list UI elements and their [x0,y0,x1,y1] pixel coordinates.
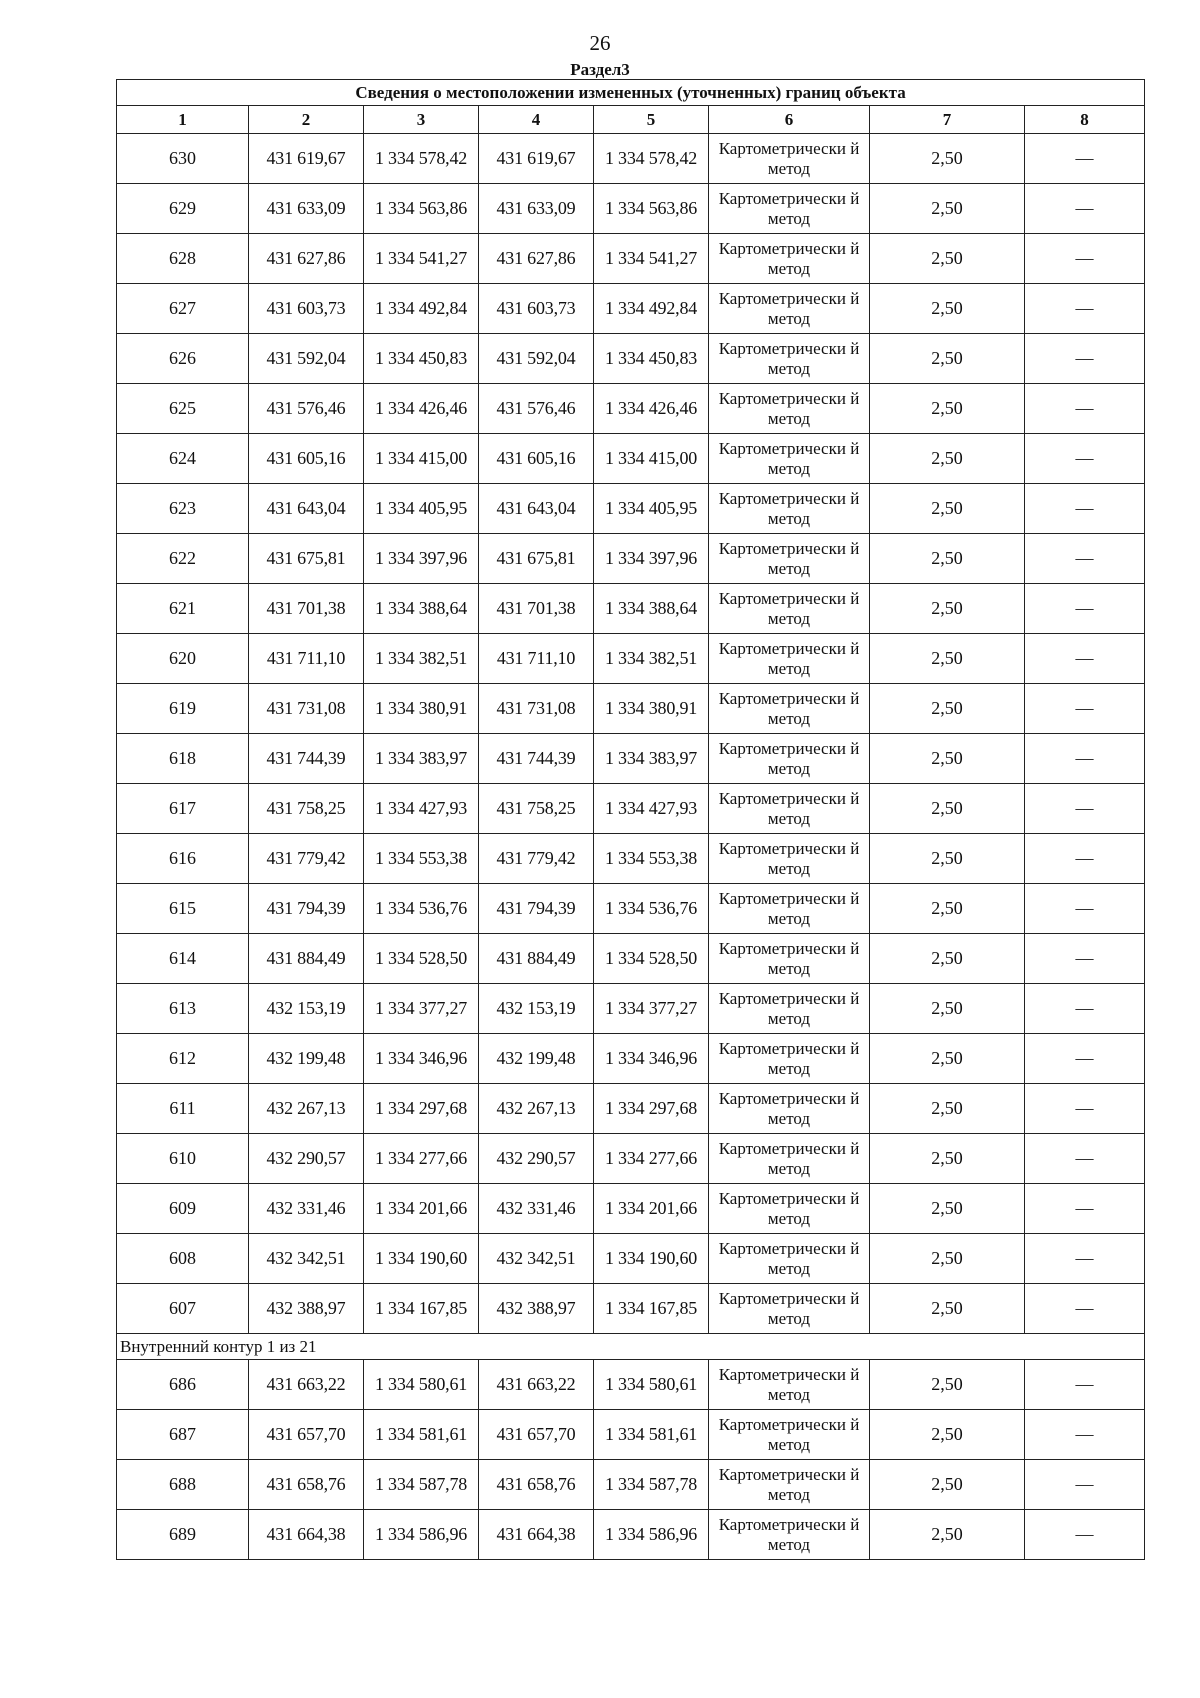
table-cell: — [1025,1134,1145,1184]
method-text: Картометрически й метод [718,738,860,778]
table-cell: 431 603,73 [249,284,364,334]
table-cell: 1 334 581,61 [594,1410,709,1460]
table-row [117,484,1145,534]
table-cell: 1 334 427,93 [594,784,709,834]
method-text: Картометрически й метод [718,688,860,728]
table-cell: 2,50 [870,484,1025,534]
table-cell: 618 [117,734,249,784]
table-cell: 1 334 587,78 [364,1460,479,1510]
table-cell: 2,50 [870,534,1025,584]
table-cell: 629 [117,184,249,234]
table-cell: — [1025,1184,1145,1234]
method-text: Картометрически й метод [718,438,860,478]
table-cell: 1 334 586,96 [594,1510,709,1560]
table-cell: 1 334 346,96 [364,1034,479,1084]
table-cell: 431 675,81 [479,534,594,584]
table-cell: 1 334 405,95 [594,484,709,534]
contour-label: Внутренний контур 1 из 21 [117,1334,1145,1360]
method-text: Картометрически й метод [718,638,860,678]
table-cell: 620 [117,634,249,684]
table-cell: 1 334 377,27 [594,984,709,1034]
table-cell: 609 [117,1184,249,1234]
table-cell: 1 334 397,96 [594,534,709,584]
table-cell: 431 633,09 [249,184,364,234]
table-cell: 431 658,76 [479,1460,594,1510]
section-title: Раздел3 [570,60,630,79]
column-header: 5 [594,106,709,134]
table-cell: 625 [117,384,249,434]
method-text: Картометрически й метод [718,1188,860,1228]
table-cell: 1 334 380,91 [364,684,479,734]
table-cell: — [1025,1034,1145,1084]
table-cell: 1 334 492,84 [594,284,709,334]
table-cell: 616 [117,834,249,884]
table-row [117,784,1145,834]
table-cell: 431 605,16 [479,434,594,484]
table-cell: 1 334 397,96 [364,534,479,584]
table-cell: 2,50 [870,1360,1025,1410]
table-cell: — [1025,234,1145,284]
method-text: Картометрически й метод [718,338,860,378]
table-cell: 431 576,46 [479,384,594,434]
table-cell: 1 334 580,61 [364,1360,479,1410]
table-cell: 1 334 578,42 [594,134,709,184]
table-cell: — [1025,984,1145,1034]
table-cell: 619 [117,684,249,734]
table-cell: 432 388,97 [479,1284,594,1334]
page-number: 26 [589,31,611,55]
table-cell: 2,50 [870,184,1025,234]
table-cell: 621 [117,584,249,634]
table-cell: 431 731,08 [249,684,364,734]
table-cell: 1 334 167,85 [594,1284,709,1334]
table-cell: — [1025,284,1145,334]
table-cell: — [1025,834,1145,884]
table-cell [709,1084,870,1134]
table-cell: 1 334 388,64 [364,584,479,634]
table-cell: 1 334 382,51 [364,634,479,684]
table-cell: 431 794,39 [249,884,364,934]
table-cell: 1 334 427,93 [364,784,479,834]
table-cell: 431 794,39 [479,884,594,934]
method-text: Картометрически й метод [718,588,860,628]
method-text: Картометрически й метод [718,1414,860,1454]
table-cell: 1 334 382,51 [594,634,709,684]
table-cell [709,384,870,434]
table-cell: — [1025,1234,1145,1284]
table-cell [709,734,870,784]
table-cell: — [1025,1510,1145,1560]
table-cell [709,1360,870,1410]
table-cell: 1 334 415,00 [594,434,709,484]
table-cell: 2,50 [870,234,1025,284]
table-cell: 2,50 [870,1460,1025,1510]
table-cell [709,834,870,884]
table-cell [709,134,870,184]
table-cell: 1 334 388,64 [594,584,709,634]
table-cell [709,684,870,734]
column-header: 1 [117,106,249,134]
table-row [117,1360,1145,1410]
table-cell: 431 744,39 [479,734,594,784]
table-cell [709,184,870,234]
table-cell: 431 664,38 [479,1510,594,1560]
table-cell: 431 758,25 [249,784,364,834]
table-cell: 2,50 [870,734,1025,784]
table-cell [709,1510,870,1560]
table-cell: 1 334 450,83 [594,334,709,384]
table-cell: 2,50 [870,284,1025,334]
table-cell: 432 331,46 [249,1184,364,1234]
table-cell: 1 334 415,00 [364,434,479,484]
table-cell: 1 334 587,78 [594,1460,709,1510]
method-text: Картометрически й метод [718,888,860,928]
method-text: Картометрически й метод [718,388,860,428]
table-row [117,184,1145,234]
method-text: Картометрически й метод [718,188,860,228]
table-cell: 2,50 [870,1034,1025,1084]
table-cell: 2,50 [870,384,1025,434]
table-cell: 1 334 426,46 [364,384,479,434]
table-row [117,134,1145,184]
table-cell: 1 334 578,42 [364,134,479,184]
table-cell: 2,50 [870,134,1025,184]
table-cell: 1 334 167,85 [364,1284,479,1334]
table-cell [709,434,870,484]
table-cell: 1 334 383,97 [594,734,709,784]
table-cell: 1 334 377,27 [364,984,479,1034]
table-cell: 1 334 563,86 [364,184,479,234]
table-cell: — [1025,334,1145,384]
table-cell: 431 658,76 [249,1460,364,1510]
table-cell: — [1025,1360,1145,1410]
table-row [117,334,1145,384]
table-cell: 432 331,46 [479,1184,594,1234]
table-cell [709,1034,870,1084]
table-cell: 1 334 383,97 [364,734,479,784]
table-cell: 431 701,38 [479,584,594,634]
table-row [117,884,1145,934]
table-cell: 432 199,48 [249,1034,364,1084]
table-cell: 624 [117,434,249,484]
table-row [117,1184,1145,1234]
table-header-row [117,106,1145,134]
table-cell: 1 334 297,68 [364,1084,479,1134]
table-cell: — [1025,884,1145,934]
table-cell: 431 779,42 [479,834,594,884]
table-cell: 610 [117,1134,249,1184]
table-cell: 1 334 277,66 [594,1134,709,1184]
table-cell: 432 199,48 [479,1034,594,1084]
column-header: 8 [1025,106,1145,134]
table-cell: 1 334 492,84 [364,284,479,334]
column-header: 6 [709,106,870,134]
table-cell: 1 334 405,95 [364,484,479,534]
table-cell: 689 [117,1510,249,1560]
table-cell: 432 267,13 [479,1084,594,1134]
table-row [117,1410,1145,1460]
table-cell: 1 334 297,68 [594,1084,709,1134]
table-cell: 431 664,38 [249,1510,364,1560]
table-cell: 1 334 528,50 [594,934,709,984]
table-cell: 2,50 [870,1234,1025,1284]
table-cell: 1 334 553,38 [594,834,709,884]
table-cell: — [1025,484,1145,534]
table-cell: 617 [117,784,249,834]
table-row [117,1510,1145,1560]
table-cell: — [1025,734,1145,784]
method-text: Картометрически й метод [718,138,860,178]
table-cell: 688 [117,1460,249,1510]
table-cell: — [1025,1084,1145,1134]
table-cell: 431 619,67 [249,134,364,184]
table-cell: 612 [117,1034,249,1084]
table-cell: — [1025,1410,1145,1460]
table-cell: 431 592,04 [249,334,364,384]
table-cell: 432 342,51 [479,1234,594,1284]
table-cell: 432 290,57 [479,1134,594,1184]
table-cell: 2,50 [870,1184,1025,1234]
table-cell: 431 627,86 [479,234,594,284]
method-text: Картометрически й метод [718,1288,860,1328]
method-text: Картометрически й метод [718,788,860,828]
table-cell: 1 334 586,96 [364,1510,479,1560]
table-cell: 1 334 528,50 [364,934,479,984]
table-row [117,1234,1145,1284]
table-cell: — [1025,184,1145,234]
table-cell: 1 334 380,91 [594,684,709,734]
table-cell [709,1134,870,1184]
method-text: Картометрически й метод [718,1038,860,1078]
table-cell [709,1234,870,1284]
table-cell: 1 334 190,60 [594,1234,709,1284]
table-row [117,1460,1145,1510]
table-cell: — [1025,934,1145,984]
table-cell: 2,50 [870,1084,1025,1134]
table-cell: 613 [117,984,249,1034]
contour-label-row [117,1334,1145,1360]
method-text: Картометрически й метод [718,838,860,878]
table-cell: 431 711,10 [479,634,594,684]
method-text: Картометрически й метод [718,488,860,528]
boundary-coordinates-table [116,79,1145,1560]
table-cell [709,534,870,584]
table-cell: 432 153,19 [479,984,594,1034]
table-cell [709,1284,870,1334]
table-cell: 622 [117,534,249,584]
table-cell [709,784,870,834]
table-cell: 1 334 541,27 [364,234,479,284]
table-cell: 2,50 [870,784,1025,834]
table-cell: 431 657,70 [479,1410,594,1460]
table-cell: 630 [117,134,249,184]
table-row [117,534,1145,584]
table-cell: 432 388,97 [249,1284,364,1334]
table-cell [709,884,870,934]
table-row [117,284,1145,334]
table-cell: 1 334 277,66 [364,1134,479,1184]
table-caption: Сведения о местоположении измененных (уточненных) границ объекта [117,80,1145,106]
table-cell: 2,50 [870,334,1025,384]
table-cell: 432 153,19 [249,984,364,1034]
table-cell: 2,50 [870,884,1025,934]
table-row [117,834,1145,884]
table-cell: 2,50 [870,584,1025,634]
table-cell: 2,50 [870,1410,1025,1460]
table-cell [709,1410,870,1460]
method-text: Картометрически й метод [718,288,860,328]
table-cell [709,284,870,334]
table-cell: 2,50 [870,1284,1025,1334]
column-header: 2 [249,106,364,134]
table-cell: 432 342,51 [249,1234,364,1284]
table-row [117,234,1145,284]
table-cell: 2,50 [870,634,1025,684]
table-cell: — [1025,634,1145,684]
table-cell: 2,50 [870,1134,1025,1184]
table-cell: 2,50 [870,434,1025,484]
table-row [117,1284,1145,1334]
table-cell: 432 290,57 [249,1134,364,1184]
table-cell: — [1025,134,1145,184]
table-cell: 1 334 426,46 [594,384,709,434]
table-cell: 614 [117,934,249,984]
table-cell: 431 663,22 [249,1360,364,1410]
table-cell: 431 884,49 [249,934,364,984]
table-cell: 2,50 [870,934,1025,984]
table-cell [709,1460,870,1510]
table-cell: 431 643,04 [249,484,364,534]
table-cell: 608 [117,1234,249,1284]
method-text: Картометрически й метод [718,1464,860,1504]
table-cell: — [1025,584,1145,634]
method-text: Картометрически й метод [718,938,860,978]
table-cell: 611 [117,1084,249,1134]
table-cell [709,934,870,984]
table-cell: 615 [117,884,249,934]
method-text: Картометрически й метод [718,1088,860,1128]
table-cell [709,584,870,634]
table-cell: 1 334 536,76 [594,884,709,934]
table-cell: 431 619,67 [479,134,594,184]
table-cell: 1 334 581,61 [364,1410,479,1460]
table-cell: 686 [117,1360,249,1410]
method-text: Картометрически й метод [718,238,860,278]
table-cell: 2,50 [870,984,1025,1034]
method-text: Картометрически й метод [718,538,860,578]
method-text: Картометрически й метод [718,1238,860,1278]
table-cell: 1 334 553,38 [364,834,479,884]
method-text: Картометрически й метод [718,1364,860,1404]
table-cell: 607 [117,1284,249,1334]
table-cell: 1 334 201,66 [364,1184,479,1234]
table-row [117,434,1145,484]
table-cell: 431 663,22 [479,1360,594,1410]
table-cell: 431 711,10 [249,634,364,684]
table-cell [709,334,870,384]
column-header: 7 [870,106,1025,134]
table-row [117,734,1145,784]
table-cell: 2,50 [870,834,1025,884]
table-cell: 431 701,38 [249,584,364,634]
table-cell: 623 [117,484,249,534]
table-cell: 687 [117,1410,249,1460]
table-cell [709,234,870,284]
table-cell: 431 744,39 [249,734,364,784]
table-cell: 431 758,25 [479,784,594,834]
table-cell: 627 [117,284,249,334]
table-cell: 431 657,70 [249,1410,364,1460]
table-cell: 1 334 580,61 [594,1360,709,1410]
table-row [117,384,1145,434]
table-cell [709,634,870,684]
table-cell: 431 603,73 [479,284,594,334]
table-cell: 1 334 201,66 [594,1184,709,1234]
table-cell: 431 884,49 [479,934,594,984]
table-cell: 1 334 541,27 [594,234,709,284]
method-text: Картометрически й метод [718,1514,860,1554]
table-row [117,634,1145,684]
table-cell: — [1025,384,1145,434]
table-cell [709,1184,870,1234]
table-cell: — [1025,1460,1145,1510]
table-cell [709,984,870,1034]
table-cell: 431 592,04 [479,334,594,384]
table-cell: 431 605,16 [249,434,364,484]
table-row [117,984,1145,1034]
table-row [117,1034,1145,1084]
table-cell: 431 643,04 [479,484,594,534]
table-cell: 431 576,46 [249,384,364,434]
table-cell: — [1025,434,1145,484]
table-row [117,1084,1145,1134]
table-cell: — [1025,784,1145,834]
table-cell: 628 [117,234,249,284]
column-header: 4 [479,106,594,134]
table-cell [709,484,870,534]
method-text: Картометрически й метод [718,1138,860,1178]
table-cell: 1 334 190,60 [364,1234,479,1284]
table-cell: 432 267,13 [249,1084,364,1134]
column-header: 3 [364,106,479,134]
table-cell: 2,50 [870,684,1025,734]
table-cell: 2,50 [870,1510,1025,1560]
table-row [117,684,1145,734]
table-cell: — [1025,684,1145,734]
table-cell: 1 334 450,83 [364,334,479,384]
table-cell: 431 731,08 [479,684,594,734]
table-cell: 1 334 563,86 [594,184,709,234]
table-row [117,1134,1145,1184]
method-text: Картометрически й метод [718,988,860,1028]
table-cell: 431 633,09 [479,184,594,234]
table-cell: 1 334 536,76 [364,884,479,934]
table-cell: — [1025,1284,1145,1334]
table-cell: — [1025,534,1145,584]
table-cell: 431 779,42 [249,834,364,884]
table-cell: 431 675,81 [249,534,364,584]
table-row [117,934,1145,984]
table-row [117,584,1145,634]
table-cell: 1 334 346,96 [594,1034,709,1084]
table-cell: 626 [117,334,249,384]
table-cell: 431 627,86 [249,234,364,284]
